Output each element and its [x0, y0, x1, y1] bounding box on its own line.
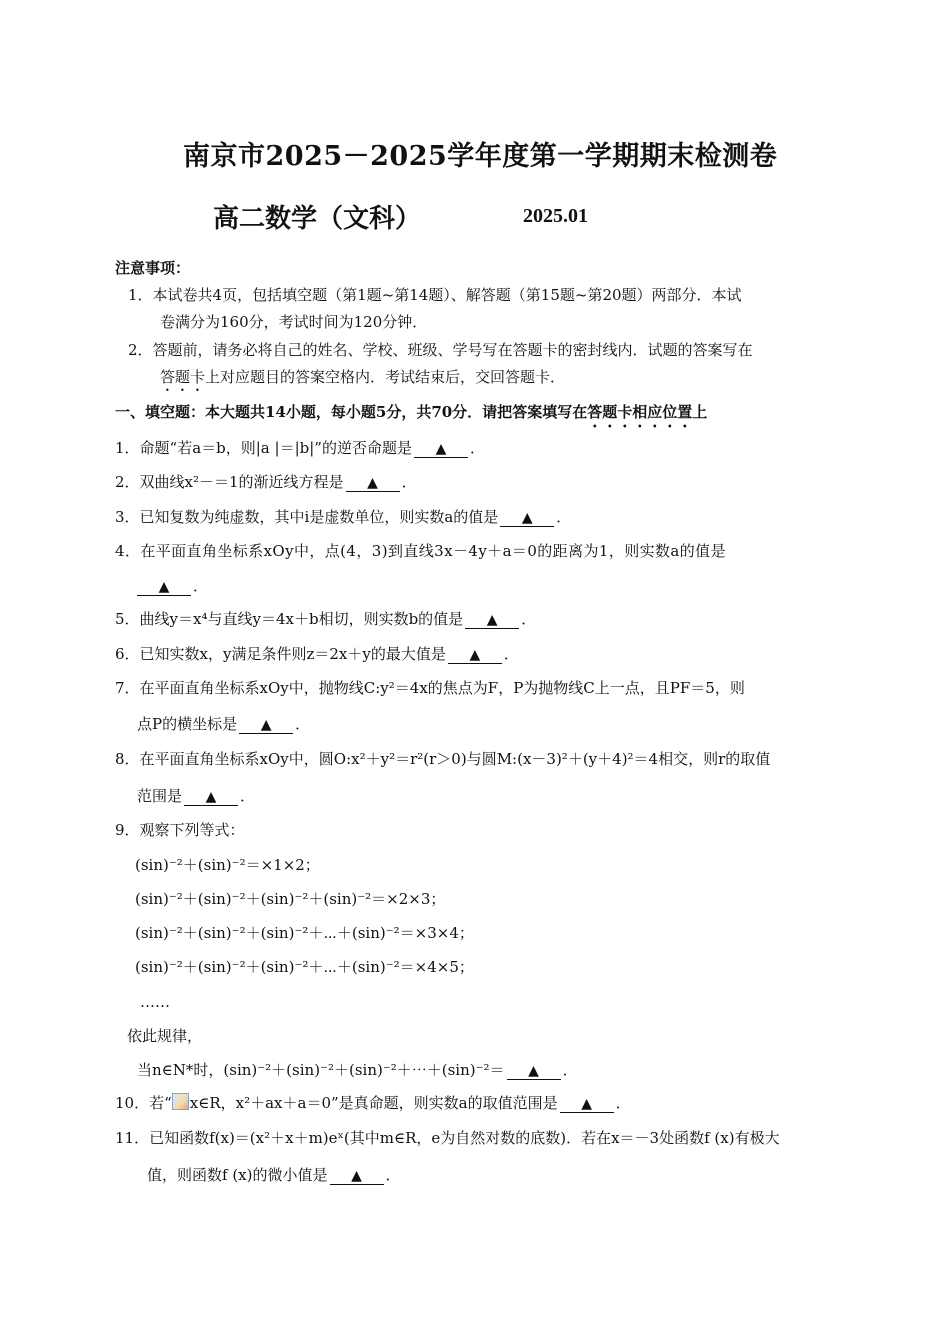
blank-marker-icon: ▲: [435, 441, 447, 457]
question-5: 5．曲线y＝x⁴与直线y＝4x＋b相切，则实数b的值是 ▲ ．: [115, 610, 537, 628]
blank-marker-icon: ▲: [205, 789, 217, 805]
question-2: 2．双曲线x²－＝1的渐近线方程是 ▲ ．: [115, 473, 417, 491]
question-9-equation-1: (sin)⁻²＋(sin)⁻²＝×1×2；: [135, 856, 320, 874]
question-4-line-1: 4．在平面直角坐标系xOy中，点(4，3)到直线3x－4y＋a＝0的距离为1，则实数a的值是: [115, 542, 726, 560]
question-9-ellipsis: ……: [140, 993, 170, 1011]
question-11-line-2: 值，则函数f (x)的微小值是 ▲ ．: [147, 1166, 401, 1184]
answer-blank-6: [448, 646, 502, 664]
broken-image-icon: [172, 1093, 189, 1110]
answer-blank-4: [137, 578, 191, 596]
question-11-line-1: 11．已知函数f(x)＝(x²＋x＋m)eˣ(其中m∈R，e为自然对数的底数)．若在x＝－3处函数f (x)有极大: [115, 1129, 780, 1147]
blank-marker-icon: ▲: [521, 510, 533, 526]
question-3-text: 3．已知复数为纯虚数，其中i是虚数单位，则实数a的值是: [115, 508, 499, 526]
section-1-heading-end: 上: [692, 403, 708, 421]
question-3: 3．已知复数为纯虚数，其中i是虚数单位，则实数a的值是 ▲ ．: [115, 508, 572, 526]
question-8-text: 范围是: [137, 787, 183, 805]
question-9-final: 当n∈N*时，(sin)⁻²＋(sin)⁻²＋(sin)⁻²＋⋯＋(sin)⁻²＝ ▲ ．: [137, 1061, 578, 1079]
answer-blank-9: [507, 1062, 561, 1080]
note-item-1-line-1: 1．本试卷共4页，包括填空题（第1题~第14题）、解答题（第15题~第20题）两部分．本试: [128, 286, 742, 304]
note-item-2-line-2: [160, 367, 565, 395]
blank-marker-icon: ▲: [367, 475, 378, 491]
question-9-final-text: 当n∈N*时，(sin)⁻²＋(sin)⁻²＋(sin)⁻²＋⋯＋(sin)⁻²＝: [137, 1061, 505, 1079]
blank-marker-icon: ▲: [528, 1063, 539, 1079]
question-9-equation-3: (sin)⁻²＋(sin)⁻²＋(sin)⁻²＋⋯＋(sin)⁻²＝×3×4；: [135, 924, 474, 942]
section-1-heading-text: 一、填空题：本大题共14小题，每小题5分，共70分．请把答案填写在: [115, 403, 588, 421]
blank-marker-icon: ▲: [486, 612, 498, 628]
notes-heading: 注意事项：: [115, 259, 191, 277]
question-9-rule: 依此规律，: [127, 1027, 203, 1045]
question-6: 6．已知实数x，y满足条件则z＝2x＋y的最大值是 ▲ ．: [115, 645, 519, 663]
answer-blank-8: [184, 788, 238, 806]
question-7-line-2: 点P的横坐标是 ▲ ．: [137, 715, 311, 733]
answer-blank-7: [239, 716, 293, 734]
exam-date: 2025.01: [523, 205, 588, 227]
question-9-intro: 9．观察下列等式：: [115, 821, 245, 839]
question-1: 1．命题“若a＝b，则|a |＝|b|”的逆否命题是 ▲ ．: [115, 439, 485, 457]
question-4-line-2: ▲ ．: [135, 576, 208, 596]
exam-title: 南京市2025－2025学年度第一学期期末检测卷: [183, 141, 778, 172]
question-7-text: 点P的横坐标是: [137, 715, 238, 733]
question-10: 10．若“ x∈R，x²＋ax＋a＝0”是真命题，则实数a的取值范围是 ▲ ．: [115, 1094, 631, 1112]
answer-blank-11: [330, 1167, 384, 1185]
answer-blank-2: [346, 474, 400, 492]
section-1-heading-emphasis: 答题卡相应位置: [587, 403, 693, 421]
question-8-line-2: 范围是 ▲ ．: [137, 787, 256, 805]
blank-marker-icon: ▲: [581, 1096, 592, 1112]
note-item-2-text: 上对应题目的答案空格内．考试结束后，交回答题卡．: [205, 368, 566, 386]
answer-blank-5: [465, 611, 519, 629]
blank-marker-icon: ▲: [158, 579, 170, 595]
question-9-equation-2: (sin)⁻²＋(sin)⁻²＋(sin)⁻²＋(sin)⁻²＝×2×3；: [135, 890, 446, 908]
question-5-text: 5．曲线y＝x⁴与直线y＝4x＋b相切，则实数b的值是: [115, 610, 464, 628]
question-1-text: 1．命题“若a＝b，则|a |＝|b|”的逆否命题是: [115, 439, 412, 457]
question-2-text: 2．双曲线x²－＝1的渐近线方程是: [115, 473, 344, 491]
question-8-line-1: 8．在平面直角坐标系xOy中，圆O:x²＋y²＝r²(r＞0)与圆M:(x－3)²＋(y＋4)²＝4相交，则r的取值: [115, 750, 771, 768]
question-11-text: 值，则函数f (x)的微小值是: [147, 1166, 328, 1184]
section-1-heading: [115, 402, 707, 431]
question-6-text: 6．已知实数x，y满足条件则z＝2x＋y的最大值是: [115, 645, 446, 663]
answer-blank-10: [560, 1095, 614, 1113]
exam-subtitle: 高二数学（文科）: [213, 204, 422, 234]
note-emphasis-answer-card: 答题卡: [160, 368, 206, 386]
question-10-text-b: x∈R，x²＋ax＋a＝0”是真命题，则实数a的取值范围是: [189, 1094, 558, 1112]
question-9-equation-4: (sin)⁻²＋(sin)⁻²＋(sin)⁻²＋⋯＋(sin)⁻²＝×4×5；: [135, 958, 474, 976]
note-item-1-line-2: 卷满分为160分，考试时间为120分钟．: [160, 313, 428, 331]
question-10-text-a: 10．若“: [115, 1094, 172, 1112]
blank-marker-icon: ▲: [260, 717, 272, 733]
answer-blank-3: [500, 509, 554, 527]
answer-blank-1: [414, 440, 468, 458]
note-item-2-line-1: 2．答题前，请务必将自己的姓名、学校、班级、学号写在答题卡的密封线内．试题的答案写在: [128, 341, 753, 359]
blank-marker-icon: ▲: [351, 1168, 362, 1184]
question-7-line-1: 7．在平面直角坐标系xOy中，抛物线C:y²＝4x的焦点为F，P为抛物线C上一点，且PF＝5，则: [115, 679, 745, 697]
blank-marker-icon: ▲: [469, 647, 481, 663]
